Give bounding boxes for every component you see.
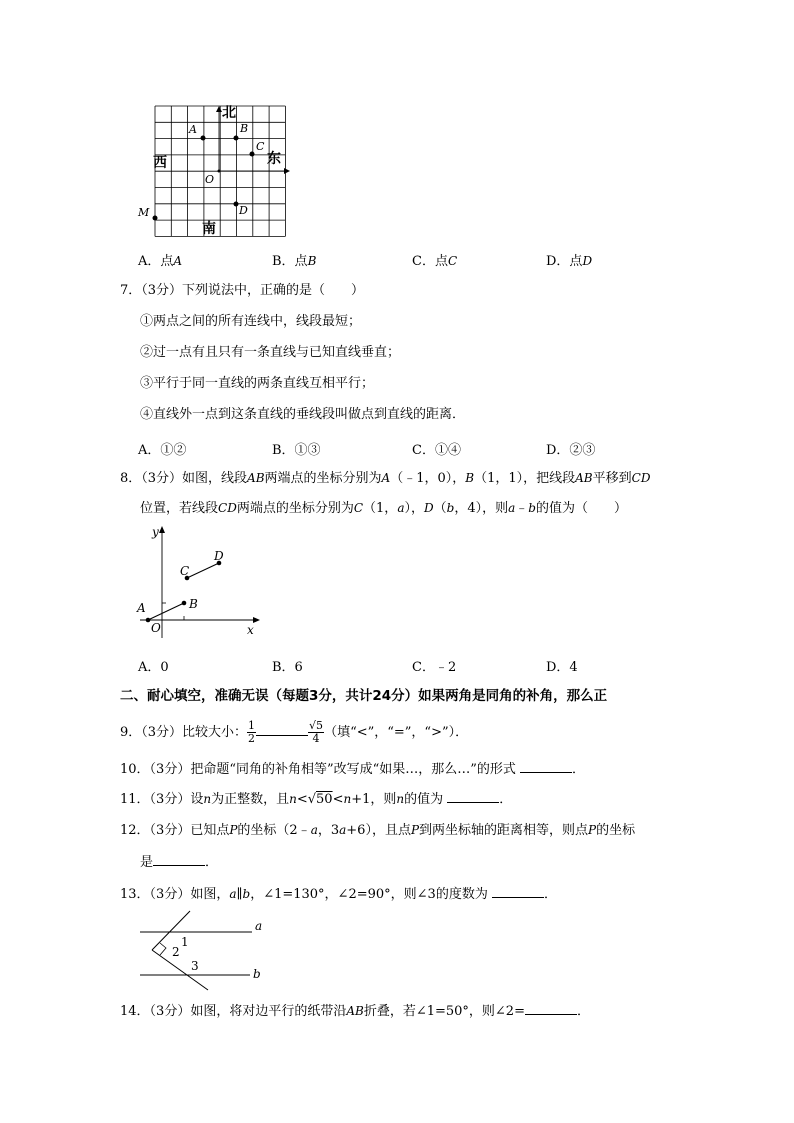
q9-answer-blank[interactable] — [256, 723, 308, 736]
q12-answer-blank[interactable] — [153, 853, 205, 866]
label-angle-1: 1 — [181, 935, 189, 949]
label-line-b: b — [253, 967, 261, 981]
q11: 11．（3分）设n为正整数，且n<√50<n+1，则n的值为 ． — [120, 792, 513, 807]
q7-option-c[interactable]: C．①④ — [412, 443, 461, 458]
label-angle-3: 3 — [191, 959, 199, 973]
q13-parallel-lines-figure — [135, 905, 275, 995]
label-south: 南 — [202, 221, 216, 237]
q14-answer-blank[interactable] — [525, 1002, 577, 1015]
label-A: A — [137, 601, 146, 615]
q10: 10．（3分）把命题“同角的补角相等”改写成“如果…，那么…”的形式 ． — [120, 762, 586, 777]
point-C — [250, 152, 255, 157]
fraction-one-half: $\frac{1}{2}$ — [248, 719, 256, 745]
section-2-title: 二、耐心填空，准确无误（每题3分，共计24分）如果两角是同角的补角，那么正 — [120, 688, 608, 704]
label-C: C — [180, 564, 190, 578]
point-B — [182, 601, 187, 606]
point-D — [234, 202, 239, 207]
q7-option-d[interactable]: D．②③ — [546, 443, 596, 458]
label-east: 东 — [267, 151, 281, 167]
q8-option-b[interactable]: B．6 — [272, 660, 303, 675]
fraction-sqrt5-over-4: $\frac{√5}{4}$ — [309, 719, 324, 745]
point-M — [153, 216, 158, 221]
q7-item-2: ②过一点有且只有一条直线与已知直线垂直； — [140, 345, 401, 360]
q8-stem-line1: 8．（3分）如图，线段AB两端点的坐标分别为A（﹣1，0），B（1，1），把线段AB平移到CD — [120, 471, 651, 486]
q14: 14．（3分）如图，将对边平行的纸带沿AB折叠，若∠1=50°，则∠2= ． — [120, 1004, 590, 1019]
q10-answer-blank[interactable] — [520, 760, 572, 773]
label-A: A — [189, 123, 197, 136]
q6-option-a[interactable]: A．点A — [138, 254, 183, 269]
label-D: D — [239, 204, 248, 217]
point-O — [218, 170, 221, 173]
q6-option-d[interactable]: D．点D — [546, 254, 593, 269]
q8-option-a[interactable]: A．0 — [138, 660, 169, 675]
q11-answer-blank[interactable] — [447, 790, 499, 803]
label-north: 北 — [222, 105, 236, 121]
q7-option-a[interactable]: A．①② — [138, 443, 187, 458]
point-A — [146, 618, 151, 623]
q7-item-1: ①两点之间的所有连线中，线段最短； — [140, 314, 362, 329]
q7-item-4: ④直线外一点到这条直线的垂线段叫做点到直线的距离． — [140, 407, 466, 422]
label-C: C — [256, 140, 265, 153]
label-O: O — [151, 621, 161, 635]
q7-item-3: ③平行于同一直线的两条直线互相平行； — [140, 376, 375, 391]
q13-answer-blank[interactable] — [492, 885, 544, 898]
q8-option-c[interactable]: C．﹣2 — [412, 660, 457, 675]
label-B: B — [189, 597, 198, 611]
label-angle-2: 2 — [172, 945, 180, 959]
q9: 9．（3分）比较大小： $\frac{1}{2}$ $\frac{√5}{4}$ （填“<”，“=”，“>”）． — [120, 719, 469, 745]
q7-option-b[interactable]: B．①③ — [272, 443, 321, 458]
point-B — [234, 136, 239, 141]
label-B: B — [240, 122, 249, 135]
q13: 13．（3分）如图，a∥b，∠1=130°，∠2=90°，则∠3的度数为 ． — [120, 887, 557, 902]
label-line-a: a — [255, 919, 263, 933]
point-A — [201, 136, 206, 141]
q6-option-b[interactable]: B．点B — [272, 254, 317, 269]
q8-stem-line2: 位置，若线段CD两端点的坐标分别为C（1，a），D（b，4），则a﹣b的值为（ ） — [140, 501, 627, 516]
axis-y-label: y — [152, 525, 159, 539]
label-O: O — [205, 173, 215, 186]
label-D: D — [214, 549, 224, 563]
label-M: M — [138, 206, 150, 219]
q6-grid-figure — [135, 100, 295, 240]
q12-line1: 12．（3分）已知点P的坐标（2﹣a，3a+6），且点P到两坐标轴的距离相等，则点P的坐标 — [120, 823, 636, 838]
axis-x-label: x — [247, 623, 254, 637]
q8-option-d[interactable]: D．4 — [546, 660, 578, 675]
q12-line2: 是 ． — [140, 855, 219, 870]
q6-option-c[interactable]: C．点C — [412, 254, 458, 269]
q8-coordinate-figure — [135, 520, 265, 640]
q7-stem: 7．（3分）下列说法中，正确的是（ ） — [120, 283, 365, 298]
label-west: 西 — [153, 155, 167, 171]
